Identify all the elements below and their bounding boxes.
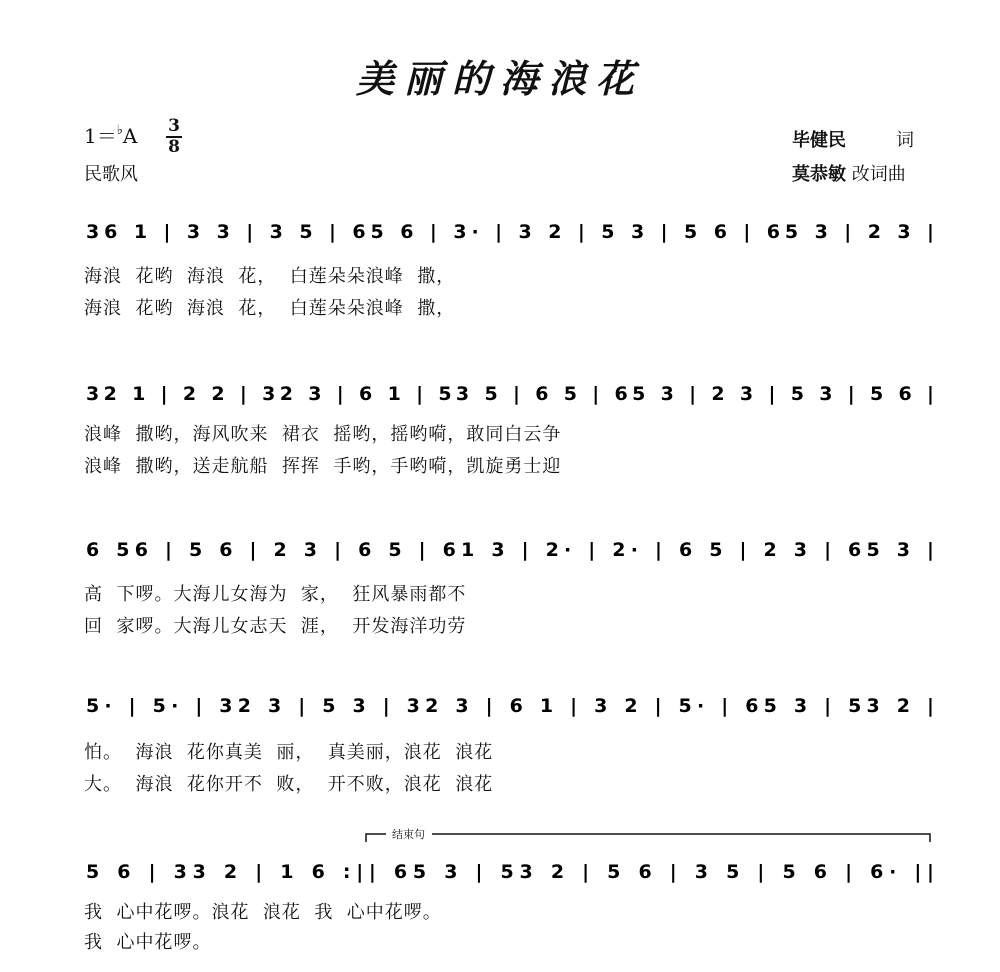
key-prefix: 1＝ — [84, 124, 117, 148]
notes-row-2: 32 1 | 2 2 | 32 3 | 6 1 | 53 5 | 6 5 | 65 3 | 2 3 | 5 3 | 5 6 | — [86, 383, 934, 405]
key-signature — [84, 120, 137, 149]
lyricist-role: 词 — [896, 130, 914, 151]
ending-phrase-label: 结束句 — [392, 828, 425, 841]
lyrics-row-5-verse-1: 我 心中花啰。浪花 浪花 我 心中花啰。 — [84, 902, 442, 923]
song-title: 美丽的海浪花 — [355, 56, 644, 101]
key-note: A — [122, 124, 138, 148]
lyrics-row-4-verse-2: 大。 海浪 花你开不 败， 开不败，浪花 浪花 — [84, 774, 494, 795]
time-signature — [166, 118, 182, 156]
staff-row-3 — [0, 518, 1000, 568]
lyrics-row-1-verse-2: 海浪 花哟 海浪 花， 白莲朵朵浪峰 撒， — [84, 298, 456, 319]
lyrics-row-4-verse-1: 怕。 海浪 花你真美 丽， 真美丽，浪花 浪花 — [84, 742, 494, 763]
flat-sign: ♭ — [116, 123, 123, 138]
lyricist-name: 毕健民 — [792, 130, 846, 151]
staff-row-1 — [0, 200, 1000, 250]
lyrics-row-5-verse-2: 我 心中花啰。 — [84, 932, 212, 953]
lyricist-credit — [792, 126, 914, 152]
notes-row-4: 5· | 5· | 32 3 | 5 3 | 32 3 | 6 1 | 3 2 | 5· | 65 3 | 53 2 | — [86, 695, 934, 717]
time-signature-bottom: 8 — [168, 137, 180, 157]
lyrics-row-3-verse-2: 回 家啰。大海儿女志天 涯， 开发海洋功劳 — [84, 616, 467, 637]
notes-row-5: 5 6 | 33 2 | 1 6 :|| 65 3 | 53 2 | 5 6 | 3 5 | 5 6 | 6· || — [86, 861, 935, 883]
adapter-role: 改词曲 — [851, 164, 906, 185]
staff-row-5 — [0, 840, 1000, 890]
notes-row-1: 36 1 | 3 3 | 3 5 | 65 6 | 3· | 3 2 | 5 3 | 5 6 | 65 3 | 2 3 | — [86, 221, 934, 243]
lyrics-row-2-verse-2: 浪峰 撒哟，送走航船 挥挥 手哟，手哟嗬，凯旋勇士迎 — [84, 456, 562, 477]
notes-row-3: 6 56 | 5 6 | 2 3 | 6 5 | 61 3 | 2· | 2· | 6 5 | 2 3 | 65 3 | — [86, 539, 935, 561]
lyrics-row-2-verse-1: 浪峰 撒哟，海风吹来 裙衣 摇哟，摇哟嗬，敢同白云争 — [84, 424, 562, 445]
lyrics-row-1-verse-1: 海浪 花哟 海浪 花， 白莲朵朵浪峰 撒， — [84, 266, 456, 287]
lyrics-row-3-verse-1: 高 下啰。大海儿女海为 家， 狂风暴雨都不 — [84, 584, 467, 605]
adapter-name: 莫恭敏 — [792, 164, 846, 185]
staff-row-2 — [0, 362, 1000, 412]
style-marking: 民歌风 — [84, 164, 138, 185]
staff-row-4 — [0, 674, 1000, 724]
time-signature-top: 3 — [168, 116, 180, 136]
composer-credit — [792, 160, 906, 186]
